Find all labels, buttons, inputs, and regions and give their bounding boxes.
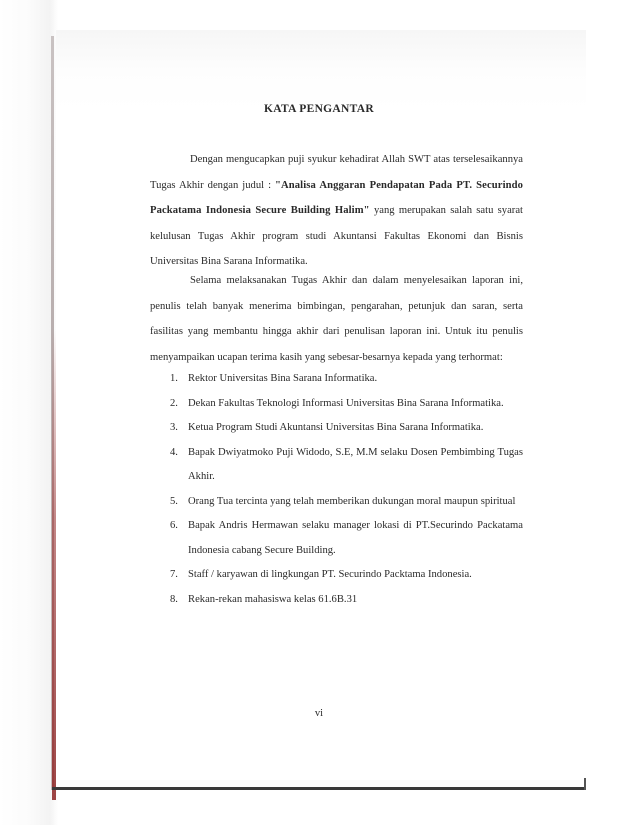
list-item-number: 8. — [170, 593, 178, 605]
list-item-text: Bapak Andris Hermawan selaku manager lokasi di PT.Securindo Packatama Indonesia cabang Secure Building. — [188, 520, 523, 556]
list-item-number: 7. — [170, 569, 178, 580]
list-item-text: Bapak Dwiyatmoko Puji Widodo, S.E, M.M selaku Dosen Pembimbing Tugas Akhir. — [188, 446, 523, 482]
list-item-number: 2. — [170, 397, 178, 409]
paragraph-intro — [150, 147, 523, 275]
paragraph-thanks-text: Selama melaksanakan Tugas Akhir dan dalam menyelesaikan laporan ini, penulis telah banyak menerima bimbingan, pengarahan, petunjuk dan saran, serta fasilitas yang membantu hingga akhir dari penulisan laporan ini. Untuk itu penulis menyampaikan ucapan terima kasih yang sebesar-besarnya kepada yang terhormat: — [150, 275, 523, 363]
list-item-text: Dekan Fakultas Teknologi Informasi Universitas Bina Sarana Informatika. — [188, 397, 504, 409]
list-item-number: 5. — [170, 495, 178, 507]
list-item — [150, 392, 523, 417]
list-item — [150, 416, 523, 441]
list-item-text: Rekan-rekan mahasiswa kelas 61.6B.31 — [188, 593, 358, 605]
page-title: KATA PENGANTAR — [264, 103, 374, 115]
paragraph-thanks — [150, 268, 523, 370]
cover-edge — [52, 330, 56, 800]
scan-shadow — [0, 0, 58, 825]
page-bottom-edge — [52, 787, 586, 790]
list-item-text: Rektor Universitas Bina Sarana Informatika. — [188, 373, 378, 384]
list-item-number: 3. — [170, 422, 178, 433]
list-item-number: 1. — [170, 373, 178, 384]
paragraph-intro-pre: Dengan mengucapkan puji syukur kehadirat Allah SWT atas terselesaikannya Tugas Akhir dengan judul : — [150, 154, 523, 191]
list-item — [150, 588, 523, 613]
page-number: vi — [314, 708, 324, 719]
list-item-number: 4. — [170, 446, 178, 458]
list-item — [150, 490, 523, 515]
list-item-number: 6. — [170, 520, 178, 531]
page-corner — [584, 778, 586, 790]
list-item — [150, 441, 523, 490]
list-item-text: Staff / karyawan di lingkungan PT. Securindo Packtama Indonesia. — [188, 569, 472, 580]
acknowledgement-list — [150, 367, 523, 612]
paragraph-intro-post: yang merupakan salah satu syarat kelulusan Tugas Akhir program studi Akuntansi Fakultas Ekonomi dan Bisnis Universitas Bina Sarana Informatika. — [150, 205, 523, 268]
list-item — [150, 563, 523, 588]
list-item-text: Orang Tua tercinta yang telah memberikan dukungan moral maupun spiritual — [188, 495, 516, 507]
list-item — [150, 367, 523, 392]
list-item — [150, 514, 523, 563]
list-item-text: Ketua Program Studi Akuntansi Universitas Bina Sarana Informatika. — [188, 422, 484, 433]
thesis-title: "Analisa Anggaran Pendapatan Pada PT. Securindo Packatama Indonesia Secure Building Halim" — [150, 179, 523, 217]
